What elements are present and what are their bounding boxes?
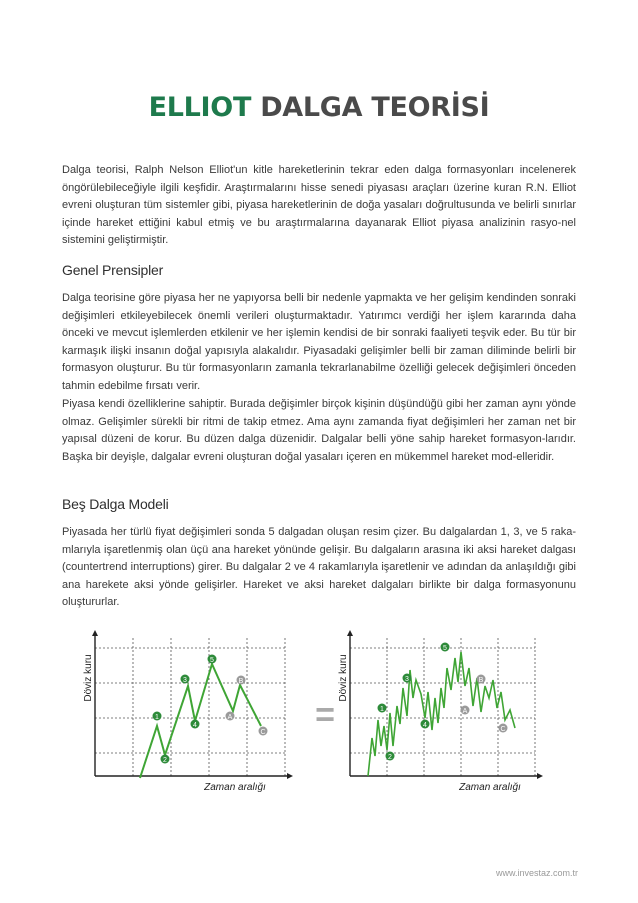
five-wave-paragraph: Piyasada her türlü fiyat değişimleri sonda 5 dalgadan oluşan resim çizer. Bu dalgalardan 1, 3, ve 5 raka-mlarıyla işaretlenmiş olan üçü ana hareket yönünde gelişir. Bu dalgaların arasına iki aksi hareket dalgası (countertrend interruptions) girer. Bu dalgalar 2 ve 4 rakamlarıyla işaretlenir ve adından da anlaşıldığı gibi ana harekete aksi yönde gelişirler. Hareket ve aksi hareket dalgaları birlikte bir dalga formasyonunu oluştururlar. <box>62 526 576 609</box>
section-heading-principles: Genel Prensipler <box>62 262 164 278</box>
section-heading-five-wave: Beş Dalga Modeli <box>62 496 169 512</box>
left-y-arrow <box>92 630 98 636</box>
left-wave-chart <box>83 630 293 793</box>
principles-paragraph-1: Dalga teorisine göre piyasa her ne yapıyorsa belli bir nedenle yapmakta ve her gelişim kendinden sonraki değişimleri etkileyebilecek önemli verileri oluşturmaktadır. Yatırımcı verdiği her işlem kararında daha önceki ve mevcut işlemlerden etkilenir ve her işlemin kendisi de bir sonraki faaliyeti teşvik eder. Bu tür bir karmaşık ilişki insanın doğal yapısıyla alakalıdır. Piyasadaki gelişimler belli bir zaman diliminde belirli bir formasyon oluşturur. Bu tür formasyonların zamanla tekrarlanabilme özelliği gelecek değişimleri önceden tahmin edebilme fırsatı verir. <box>62 292 576 392</box>
page-title <box>0 92 638 123</box>
intro-paragraph: Dalga teorisi, Ralph Nelson Elliot'un kitle hareketlerinin tekrar eden dalga formasyonları incelenerek öngörülebileceğiyle ilgili keşfidir. Araştırmalarını hisse senedi piyasası araçları üzerine kuran R.N. Elliot evreni oluşturan tüm sistemler gibi, piyasa hareketlerinin de doğa yasaları doğrultusunda ve belirli sınırlar içinde hareket ettiğini kabul etmiş ve bu araştırmalarına dayanarak Elliot piyasa analizinin rasyo-nel sistemini geliştirmiştir. <box>62 164 576 247</box>
principles-paragraph-2: Piyasa kendi özelliklerine sahiptir. Burada değişimler birçok kişinin düşündüğü gibi her zaman aynı yönde olmaz. Gelişimler sürekli bir ritmi de takip etmez. Ama aynı zamanda fiyat değişimleri her zaman net bir yapısal düzeni de korur. Bu düzen dalga düzenidir. Dalgalar belli yöne sahip hareket formasyon-larıdır. Başka bir deyişle, dalgalar evreni oluşturan doğal yasaları içeren en mükemmel hareket mod-elleridir. <box>62 398 576 463</box>
svg-text:1: 1 <box>380 706 384 713</box>
svg-text:3: 3 <box>183 677 187 684</box>
svg-text:C: C <box>500 726 506 733</box>
left-grid <box>95 638 285 776</box>
title-accent: ELLIOT <box>148 92 252 123</box>
right-x-label: Zaman aralığı <box>459 782 521 793</box>
svg-text:4: 4 <box>193 722 197 729</box>
equals-sign: = <box>315 696 335 734</box>
svg-text:5: 5 <box>443 645 447 652</box>
left-x-label: Zaman aralığı <box>204 782 266 793</box>
svg-text:B: B <box>238 678 244 685</box>
left-y-label: Döviz kuru <box>83 654 94 702</box>
footer-url: www.investaz.com.tr <box>495 868 578 878</box>
svg-text:2: 2 <box>163 757 167 764</box>
svg-text:1: 1 <box>155 714 159 721</box>
right-x-arrow <box>537 773 543 779</box>
svg-text:2: 2 <box>388 754 392 761</box>
svg-text:4: 4 <box>423 722 427 729</box>
title-rest: DALGA TEORİSİ <box>260 92 490 123</box>
elliott-wave-figure <box>85 628 545 798</box>
svg-text:C: C <box>260 729 266 736</box>
right-y-label: Döviz kuru <box>338 654 349 702</box>
svg-text:A: A <box>462 708 468 715</box>
right-y-arrow <box>347 630 353 636</box>
svg-text:A: A <box>227 714 233 721</box>
left-x-arrow <box>287 773 293 779</box>
svg-text:5: 5 <box>210 657 214 664</box>
right-wave-chart <box>338 630 543 793</box>
svg-text:B: B <box>478 677 484 684</box>
svg-text:3: 3 <box>405 676 409 683</box>
